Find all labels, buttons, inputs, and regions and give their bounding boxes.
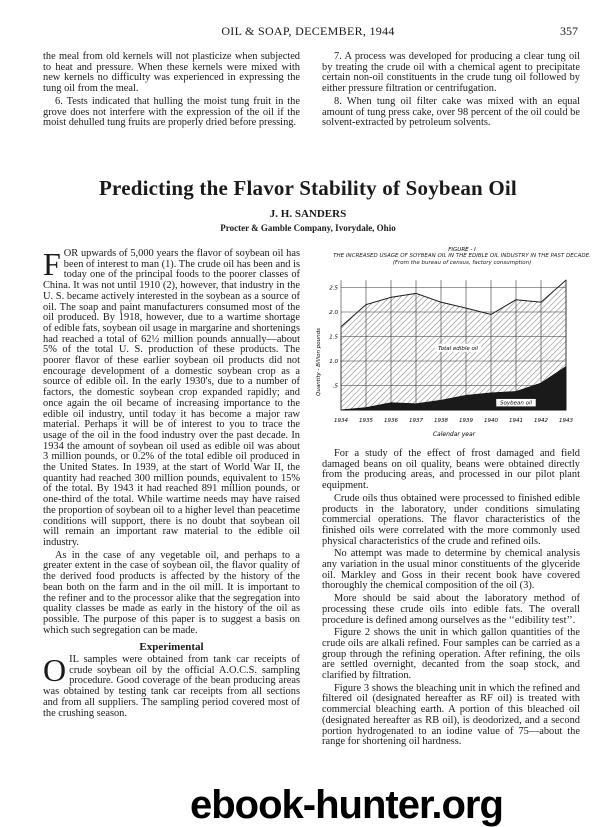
article-title: Predicting the Flavor Stability of Soybean Oil (99, 176, 517, 200)
chart (312, 244, 592, 444)
paragraph: Figure 2 shows the unit in which gallon quantities of the crude oils are alkali refined. Four samples can be carried as a group through the refining operation. After refining, the oils are settled overnight, decanted from the soap stock, and clarified by filtration. (322, 627, 580, 682)
chart-title: THE INCREASED USAGE OF SOYBEAN OIL IN THE EDIBLE OIL INDUSTRY IN THE PAST DECADE. (333, 253, 591, 259)
chart-subtitle: (From the bureau of census, factory consumption) (392, 259, 532, 266)
left-column (43, 246, 300, 719)
series-label-total: Total edible oil (438, 345, 478, 352)
x-tick-label: 1941 (509, 418, 523, 424)
top-left-text (43, 52, 300, 129)
x-axis-label: Calendar year (432, 431, 476, 438)
paragraph: Figure 3 shows the bleaching unit in which the refined and filtered oil (designated hereafter as RF oil) is treated with commercial bleaching earth. A portion of this bleached oil (designated hereafter as RB oil), is deodorized, and a second portion hydrogenated to an iodine value of 75—about the range for shortening oil hardness. (322, 682, 580, 748)
x-tick-label: 1937 (409, 418, 423, 424)
y-tick-label: 2.0 (329, 310, 338, 316)
paragraph: 6. Tests indicated that hulling the moist tung fruit in the grove does not interfere with the expression of the oil if the moist dehulled tung fruits are properly dried before pressing. (43, 95, 300, 129)
intro-text: OR upwards of 5,000 years the flavor of soybean oil has been of interest to man (1). The crude oil has been and is today one of the principal foods to the poorer classes of China. It was not until 1910 (2), however, that industry in the U. S. became actively interested in the soybean as a source of oil. The soap and paint manufacturers consumed most of the oil produced. By 1918, however, due to a wartime shortage of edible fats, soybean oil usage in margarine and shortenings had reached a total of 62½ million pounds annually—about 5% of the total U. S. production of these products. The poorer flavor of these earlier soybean oil products did not encourage development of a domestic soybean crop as a source of edible oil. In the early 1930's, due to a number of factors, the domestic soybean crop expanded rapidly; and once again the oil became of increasing importance to the edible oil industry, until today it has become a major raw material. Perhaps it will be of interest to you to trace the usage of the oil in the food industry over the past decade. In 1934 the amount of soybean oil used as edible oil was about 3 million pounds, or 0.2% of the total edible oil produced in the United States. In 1939, at the start of World War II, the quantity had reached 300 million pounds, equivalent to 15% of the total. By 1943 it had reached 891 million pounds, or one-third of the total. While wartime needs may have raised the proportion of soybean oil to a higher level than peacetime conditions will support, there is no doubt that soybean oil will remain an important raw material to the edible oil industry. (43, 248, 300, 548)
section-heading: Experimental (139, 641, 204, 654)
paragraph: the meal from old kernels will not plasticize when subjected to heat and pressure. When these kernels were mixed with new kernels no difficulty was experienced in expressing the tung oil from the meal. (43, 51, 300, 95)
y-tick-label: 2.5 (329, 285, 338, 292)
x-tick-label: 1935 (359, 418, 373, 424)
paragraph: For a study of the effect of frost damaged and field damaged beans on oil quality, beans were obtained directly from the producing areas, and processed in our pilot plant equipment. (322, 448, 580, 492)
series-label-soybean: Soybean oil (499, 400, 533, 407)
y-tick-label: .5 (332, 383, 338, 390)
drop-cap: F (43, 246, 61, 282)
x-tick-label: 1940 (484, 418, 498, 424)
x-tick-label: 1938 (434, 418, 448, 424)
paragraph: Crude oils thus obtained were processed to finished edible products in the laboratory, under conditions simulating commercial operations. The flavor characteristics of the finished oils were correlated with the more commonly used physical characteristics of the crude and refined oils. (322, 492, 580, 547)
y-tick-label: 1.0 (329, 359, 338, 365)
x-tick-label: 1939 (459, 418, 473, 424)
x-tick-label: 1942 (534, 418, 548, 424)
paragraph: 7. A process was developed for producing a clear tung oil by treating the crude oil with a chemical agent to precipitate certain non-oil constituents in the crude tung oil followed by either pressure filtration or centrifugation. (322, 51, 580, 95)
figure-label: FIGURE - I (448, 247, 476, 253)
drop-cap: O (43, 652, 67, 689)
running-head: OIL & SOAP, DECEMBER, 1944 (221, 24, 395, 38)
x-tick-label: 1934 (334, 418, 348, 424)
paragraph: No attempt was made to determine by chemical analysis any variation in the usual minor constituents of the glyceride oil. Markley and Goss in their recent book have covered thoroughly the chemical composition of the oil (3). (322, 548, 580, 592)
top-right-text (322, 52, 580, 129)
author: J. H. SANDERS (269, 208, 347, 220)
paragraph: 8. When tung oil filter cake was mixed with an equal amount of tung press cake, over 98 percent of the oil could be solvent-extracted by petroleum solvents. (322, 95, 580, 129)
paragraph: As in the case of any vegetable oil, and perhaps to a greater extent in the case of soybean oil, the flavor quality of the derived food products is affected by the history of the bean both on the farm and in the oil mill. It is important to the refiner and to the processor alike that the segregation into quality classes be made as early in the history of the oil as possible. The purpose of this paper is to suggest a basis on which such segregation can be made. (43, 549, 300, 636)
figure-1 (312, 244, 592, 444)
y-tick-label: 1.5 (329, 334, 338, 341)
watermark: ebook-hunter.org (190, 783, 503, 827)
x-tick-label: 1936 (384, 418, 398, 424)
experimental-text: IL samples were obtained from tank car receipts of crude soybean oil by the official A.O.C.S. sampling procedure. Good coverage of the bean producing areas was obtained by testing tank car receipts from all sections and from all suppliers. The sampling period covered most of the crushing season. (43, 654, 300, 719)
paragraph: More should be said about the laboratory method of processing these crude oils into edible fats. The overall procedure is defined among ourselves as the ‘‘edibility test’’. (322, 593, 580, 626)
y-axis-label: Quantity - Billion pounds (316, 328, 322, 396)
affiliation: Procter & Gamble Company, Ivorydale, Ohio (220, 223, 396, 233)
page-number: 357 (560, 24, 578, 38)
x-tick-label: 1943 (559, 418, 573, 424)
right-column (322, 449, 580, 748)
